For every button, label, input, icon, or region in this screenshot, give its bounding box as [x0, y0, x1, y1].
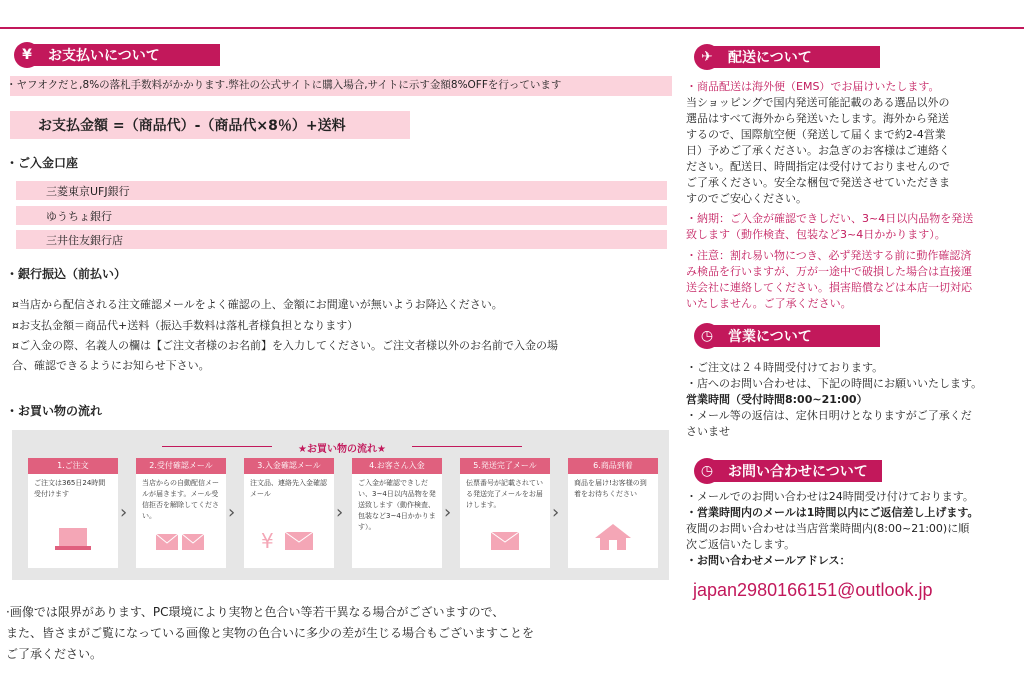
flow-step-body: ご入金が確認できしだい、3~4日以内品物を発送致します（動作検査、包装など3~4日かかります）。	[358, 479, 436, 531]
flow-step-title: 4.お客さん入金	[352, 458, 442, 474]
contact-section-header	[694, 460, 882, 482]
payment-note: ・ヤフオクだと,8%の落札手数料がかかります.弊社の公式サイトに購入場合,サイトに示す金額8%OFFを行っています	[6, 79, 562, 91]
flow-step-body: 伝票番号が記載されている発送完了メールをお届けします。	[466, 479, 543, 509]
transfer-line: ¤お支払金額＝商品代+送料（振込手数料は落札者様負担となります）	[12, 319, 359, 332]
yen-icon: ¥	[14, 42, 40, 68]
shipping-body-line: ご了承ください。安全な梱包で発送させていただきま	[686, 176, 950, 189]
shipping-lead: ・商品配送は海外便（EMS）でお届けいたします。	[686, 80, 940, 93]
shipping-body-line: 選品はすべて海外から発送いたします。海外から発送	[686, 112, 949, 125]
transfer-line: ¤当店から配信される注文確認メールをよく確認の上、金額にお間違いが無いようお降込ください。	[12, 298, 503, 311]
house-icon	[568, 522, 658, 558]
flow-step-title: 1.ご注文	[28, 458, 118, 474]
contact-email-link[interactable]: japan2980166151@outlook.jp	[693, 580, 933, 600]
flow-step	[244, 458, 334, 568]
payment-formula: お支払金額 =（商品代）-（商品代×8％）+送料	[10, 111, 410, 139]
business-line: さいませ	[686, 425, 730, 438]
bank-item: 三菱東京UFJ銀行	[16, 181, 667, 200]
contact-line: 夜間のお問い合わせは当店営業時間内(8:00~21:00)に順	[686, 522, 970, 535]
top-divider	[0, 27, 1024, 29]
chevron-right-icon: ›	[444, 502, 452, 523]
laptop-icon	[28, 526, 118, 558]
flow-step-title: 2.受付確認メール	[136, 458, 226, 474]
flow-banner: ★お買い物の流れ★	[162, 440, 522, 455]
payment-section-header	[14, 44, 220, 66]
contact-title: お問い合わせについて	[712, 460, 882, 482]
chevron-right-icon: ›	[336, 502, 344, 523]
business-line: ・店へのお問い合わせは、下記の時間にお願いいたします。	[686, 377, 983, 390]
contact-line: 次ご返信いたします。	[686, 538, 796, 551]
shipping-body-line: 日）予めご了承ください。お急ぎのお客様はご連絡く	[686, 144, 950, 157]
chevron-right-icon: ›	[228, 502, 236, 523]
flow-step-body: 商品を届け!お客様の到着をお待ちください	[574, 479, 647, 498]
shipping-section-header	[694, 46, 880, 68]
shipping-caution-line: み検品を行いますが、万が一途中で破損した場合は直接運	[686, 265, 972, 278]
flow-step	[28, 458, 118, 568]
mail-icon	[136, 532, 226, 558]
yen-mail-icon	[244, 528, 334, 558]
footer-note-line: また、皆さまがご覧になっている画像と実物の色合いに多少の差が生じる場合もございますことを	[6, 626, 535, 640]
bank-item: 三井住友銀行店	[16, 230, 667, 249]
contact-line: ・お問い合わせメールアドレス：	[686, 554, 851, 567]
flow-step-title: 3.入金確認メール	[244, 458, 334, 474]
shipping-caution-line: 送会社に連絡してください。損害賠償などは本店一切対応	[686, 281, 972, 294]
business-line: ・ご注文は２４時間受付けております。	[686, 361, 884, 374]
shipping-delivery-line: ・納期：ご入金が確認できしだい、3~4日以内品物を発送	[686, 212, 974, 225]
shipping-caution-line: いたしません。ご了承ください。	[686, 297, 852, 310]
contact-line: ・メールでのお問い合わせは24時間受け付けております。	[686, 490, 974, 503]
business-section-header	[694, 325, 880, 347]
mail-icon	[460, 530, 550, 558]
bank-heading: ・ご入金口座	[6, 156, 79, 170]
bank-item: ゆうちょ銀行	[16, 206, 667, 225]
shipping-delivery-line: 致します（動作検査、包装など3~4日かかります）。	[686, 228, 946, 241]
flow-step	[136, 458, 226, 568]
business-line: 営業時間（受付時間8:00~21:00）	[686, 393, 868, 406]
flow-heading: ・お買い物の流れ	[6, 404, 103, 418]
shipping-body-line: ださい。配送日、時間指定は受付けておりませんので	[686, 160, 950, 173]
shopping-flow-diagram	[12, 430, 669, 580]
payment-title: お支払いについて	[32, 44, 220, 66]
shipping-caution-line: ・注意：割れ易い物につき、必ず発送する前に動作確認済	[686, 249, 972, 262]
shipping-body-line: するので、国際航空便（発送して届くまで約2-4営業	[686, 128, 946, 141]
shipping-body-line: すのでご安心ください。	[686, 192, 807, 205]
business-title: 営業について	[712, 325, 880, 347]
flow-step	[460, 458, 550, 568]
svg-text:¥: ¥	[261, 529, 274, 552]
footer-note-line: ·画像では限界があります、PC環境により実物と色合い等若干異なる場合がございますので、	[6, 605, 505, 619]
clock-icon: ◷	[694, 458, 720, 484]
footer-note-line: ご了承ください。	[6, 647, 103, 661]
transfer-line: 合、確認できるようにお知らせ下さい。	[12, 359, 210, 372]
flow-step-title: 5.発送完了メール	[460, 458, 550, 474]
shipping-title: 配送について	[712, 46, 880, 68]
flow-step-body: 当店からの自動配信メールが届きます。メール受信拒否を解除してください。	[142, 479, 219, 520]
shipping-body-line: 当ショッピングで国内発送可能記載のある選品以外の	[686, 96, 950, 109]
transfer-heading: ・銀行振込（前払い）	[6, 267, 127, 281]
flow-step	[352, 458, 442, 568]
flow-step-body: 注文品、連絡先入金確認メール	[250, 479, 327, 498]
clock-icon: ◷	[694, 323, 720, 349]
business-line: ・メール等の返信は、定休日明けとなりますがご了承くだ	[686, 409, 972, 422]
chevron-right-icon: ›	[552, 502, 560, 523]
flow-step	[568, 458, 658, 568]
flow-step-title: 6.商品到着	[568, 458, 658, 474]
transfer-line: ¤ご入金の際、名義人の欄は【ご注文者様のお名前】を入力してください。ご注文者様以外のお名前で入金の場	[12, 339, 558, 352]
flow-step-body: ご注文は365日24時間受付けます	[34, 479, 106, 498]
airplane-icon: ✈	[694, 44, 720, 70]
chevron-right-icon: ›	[120, 502, 128, 523]
contact-line: ・営業時間内のメールは1時間以内にご返信差し上げます。	[686, 506, 979, 519]
